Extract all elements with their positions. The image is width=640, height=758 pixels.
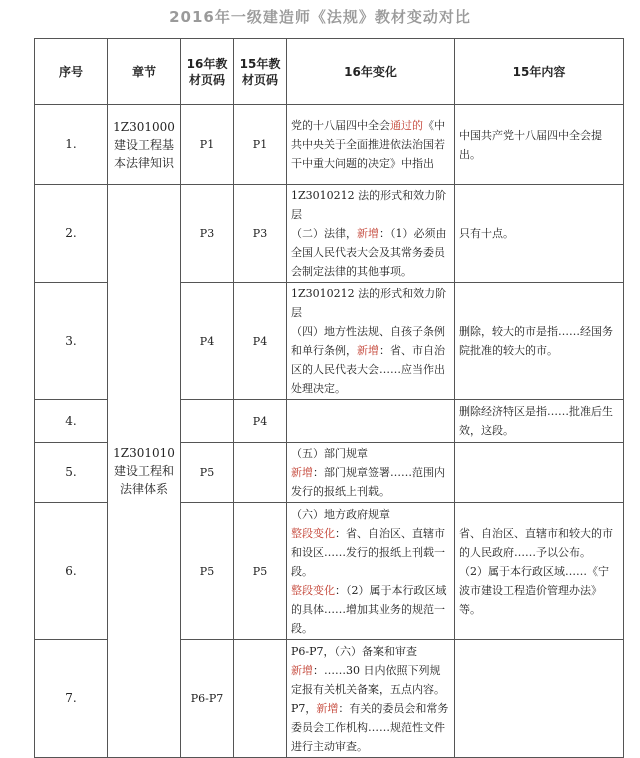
- row-p16: [181, 400, 234, 443]
- row-change16: [287, 105, 455, 185]
- table-row: [35, 105, 624, 185]
- highlight-label: 新增: [316, 701, 339, 715]
- cell-text: 党的十八届四中全会: [291, 119, 390, 132]
- row-p15: P1: [234, 105, 287, 185]
- row-p16: P1: [181, 105, 234, 185]
- row-content15: [455, 443, 624, 503]
- highlight-label: 新增: [357, 344, 379, 357]
- row-p16: P4: [181, 283, 234, 400]
- row-p15: [234, 443, 287, 503]
- cell-paragraph: 省、自治区、直辖市和较大的市的人民政府……予以公布。: [459, 526, 613, 559]
- cell-text: （五）部门规章: [291, 447, 368, 460]
- row-seq: 7.: [35, 640, 108, 758]
- table-header-row: [35, 39, 624, 105]
- highlight-label: 新增: [357, 227, 379, 240]
- row-chapter: 1Z301000建设工程基本法律知识: [108, 105, 181, 185]
- cell-text: 1Z3010212 法的形式和效力阶层: [291, 287, 447, 319]
- row-p15: P4: [234, 283, 287, 400]
- cell-text: ：（2）属于本行政区域的具体……增加其业务的规范一段。: [291, 583, 447, 635]
- row-change16: [287, 283, 455, 400]
- row-content15: 删除，较大的市是指……经国务院批准的较大的市。: [455, 283, 624, 400]
- row-p15: P5: [234, 503, 287, 640]
- row-change16: [287, 185, 455, 283]
- row-seq: 5.: [35, 443, 108, 503]
- page-title: 2016年一级建造师《法规》教材变动对比: [169, 8, 471, 26]
- row-content15: [455, 503, 624, 640]
- cell-text: P6-P7，（六）备案和审查: [291, 644, 418, 658]
- row-change16: [287, 400, 455, 443]
- header-p15: 15年教材页码: [234, 39, 287, 105]
- cell-text: （六）地方政府规章: [291, 507, 390, 521]
- cell-text: P7，: [291, 701, 317, 715]
- cell-text: ：省、市自治区的人民代表大会……应当作出处理决定。: [291, 344, 445, 395]
- cell-text: ：部门规章签署……范围内发行的报纸上刊载。: [291, 466, 445, 498]
- row-p16: P5: [181, 443, 234, 503]
- header-p16: 16年教材页码: [181, 39, 234, 105]
- row-p16: P3: [181, 185, 234, 283]
- table-row: [35, 185, 624, 283]
- cell-text: ：（1）必须由全国人民代表大会及其常务委员会制定法律的其他事项。: [291, 227, 447, 278]
- cell-text: ：有关的委员会和常务委员会工作机构……规范性文件进行主动审查。: [291, 701, 449, 753]
- comparison-table: [34, 38, 624, 758]
- row-content15: 删除经济特区是指……批准后生效，这段。: [455, 400, 624, 443]
- row-change16: [287, 640, 455, 758]
- row-content15: 只有十点。: [455, 185, 624, 283]
- highlight-label: 整段变化: [291, 526, 335, 540]
- row-seq: 4.: [35, 400, 108, 443]
- header-change16: 16年变化: [287, 39, 455, 105]
- row-p15: P4: [234, 400, 287, 443]
- cell-paragraph: （2）属于本行政区域……《宁波市建设工程造价管理办法》等。: [459, 564, 609, 616]
- row-p15: P3: [234, 185, 287, 283]
- cell-text: ：省、自治区、直辖市和设区……发行的报纸上刊载一段。: [291, 526, 445, 578]
- row-p16: P5: [181, 503, 234, 640]
- row-change16: [287, 443, 455, 503]
- row-content15: [455, 640, 624, 758]
- row-content15: 中国共产党十八届四中全会提出。: [455, 105, 624, 185]
- highlight-label: 通过的: [390, 119, 423, 132]
- cell-text: ：……30 日内依照下列规定报有关机关备案，五点内容。: [291, 663, 445, 696]
- row-chapter: 1Z301010建设工程和法律体系: [108, 185, 181, 758]
- header-chapter: 章节: [108, 39, 181, 105]
- row-p15: [234, 640, 287, 758]
- row-seq: 2.: [35, 185, 108, 283]
- cell-text: （四）地方性法规、自孩子条例和单行条例，: [291, 325, 445, 357]
- header-seq: 序号: [35, 39, 108, 105]
- header-content15: 15年内容: [455, 39, 624, 105]
- row-p16: P6-P7: [181, 640, 234, 758]
- cell-text: 1Z3010212 法的形式和效力阶层: [291, 189, 447, 221]
- highlight-label: 整段变化: [291, 583, 335, 597]
- cell-text: （二）法律，: [291, 227, 357, 240]
- row-seq: 1.: [35, 105, 108, 185]
- highlight-label: 新增: [291, 663, 313, 677]
- row-seq: 3.: [35, 283, 108, 400]
- row-change16: [287, 503, 455, 640]
- highlight-label: 新增: [291, 466, 313, 479]
- cell-text: 《中共中央关于全面推进依法治国若干中重大问题的决定》中指出: [291, 119, 445, 170]
- row-seq: 6.: [35, 503, 108, 640]
